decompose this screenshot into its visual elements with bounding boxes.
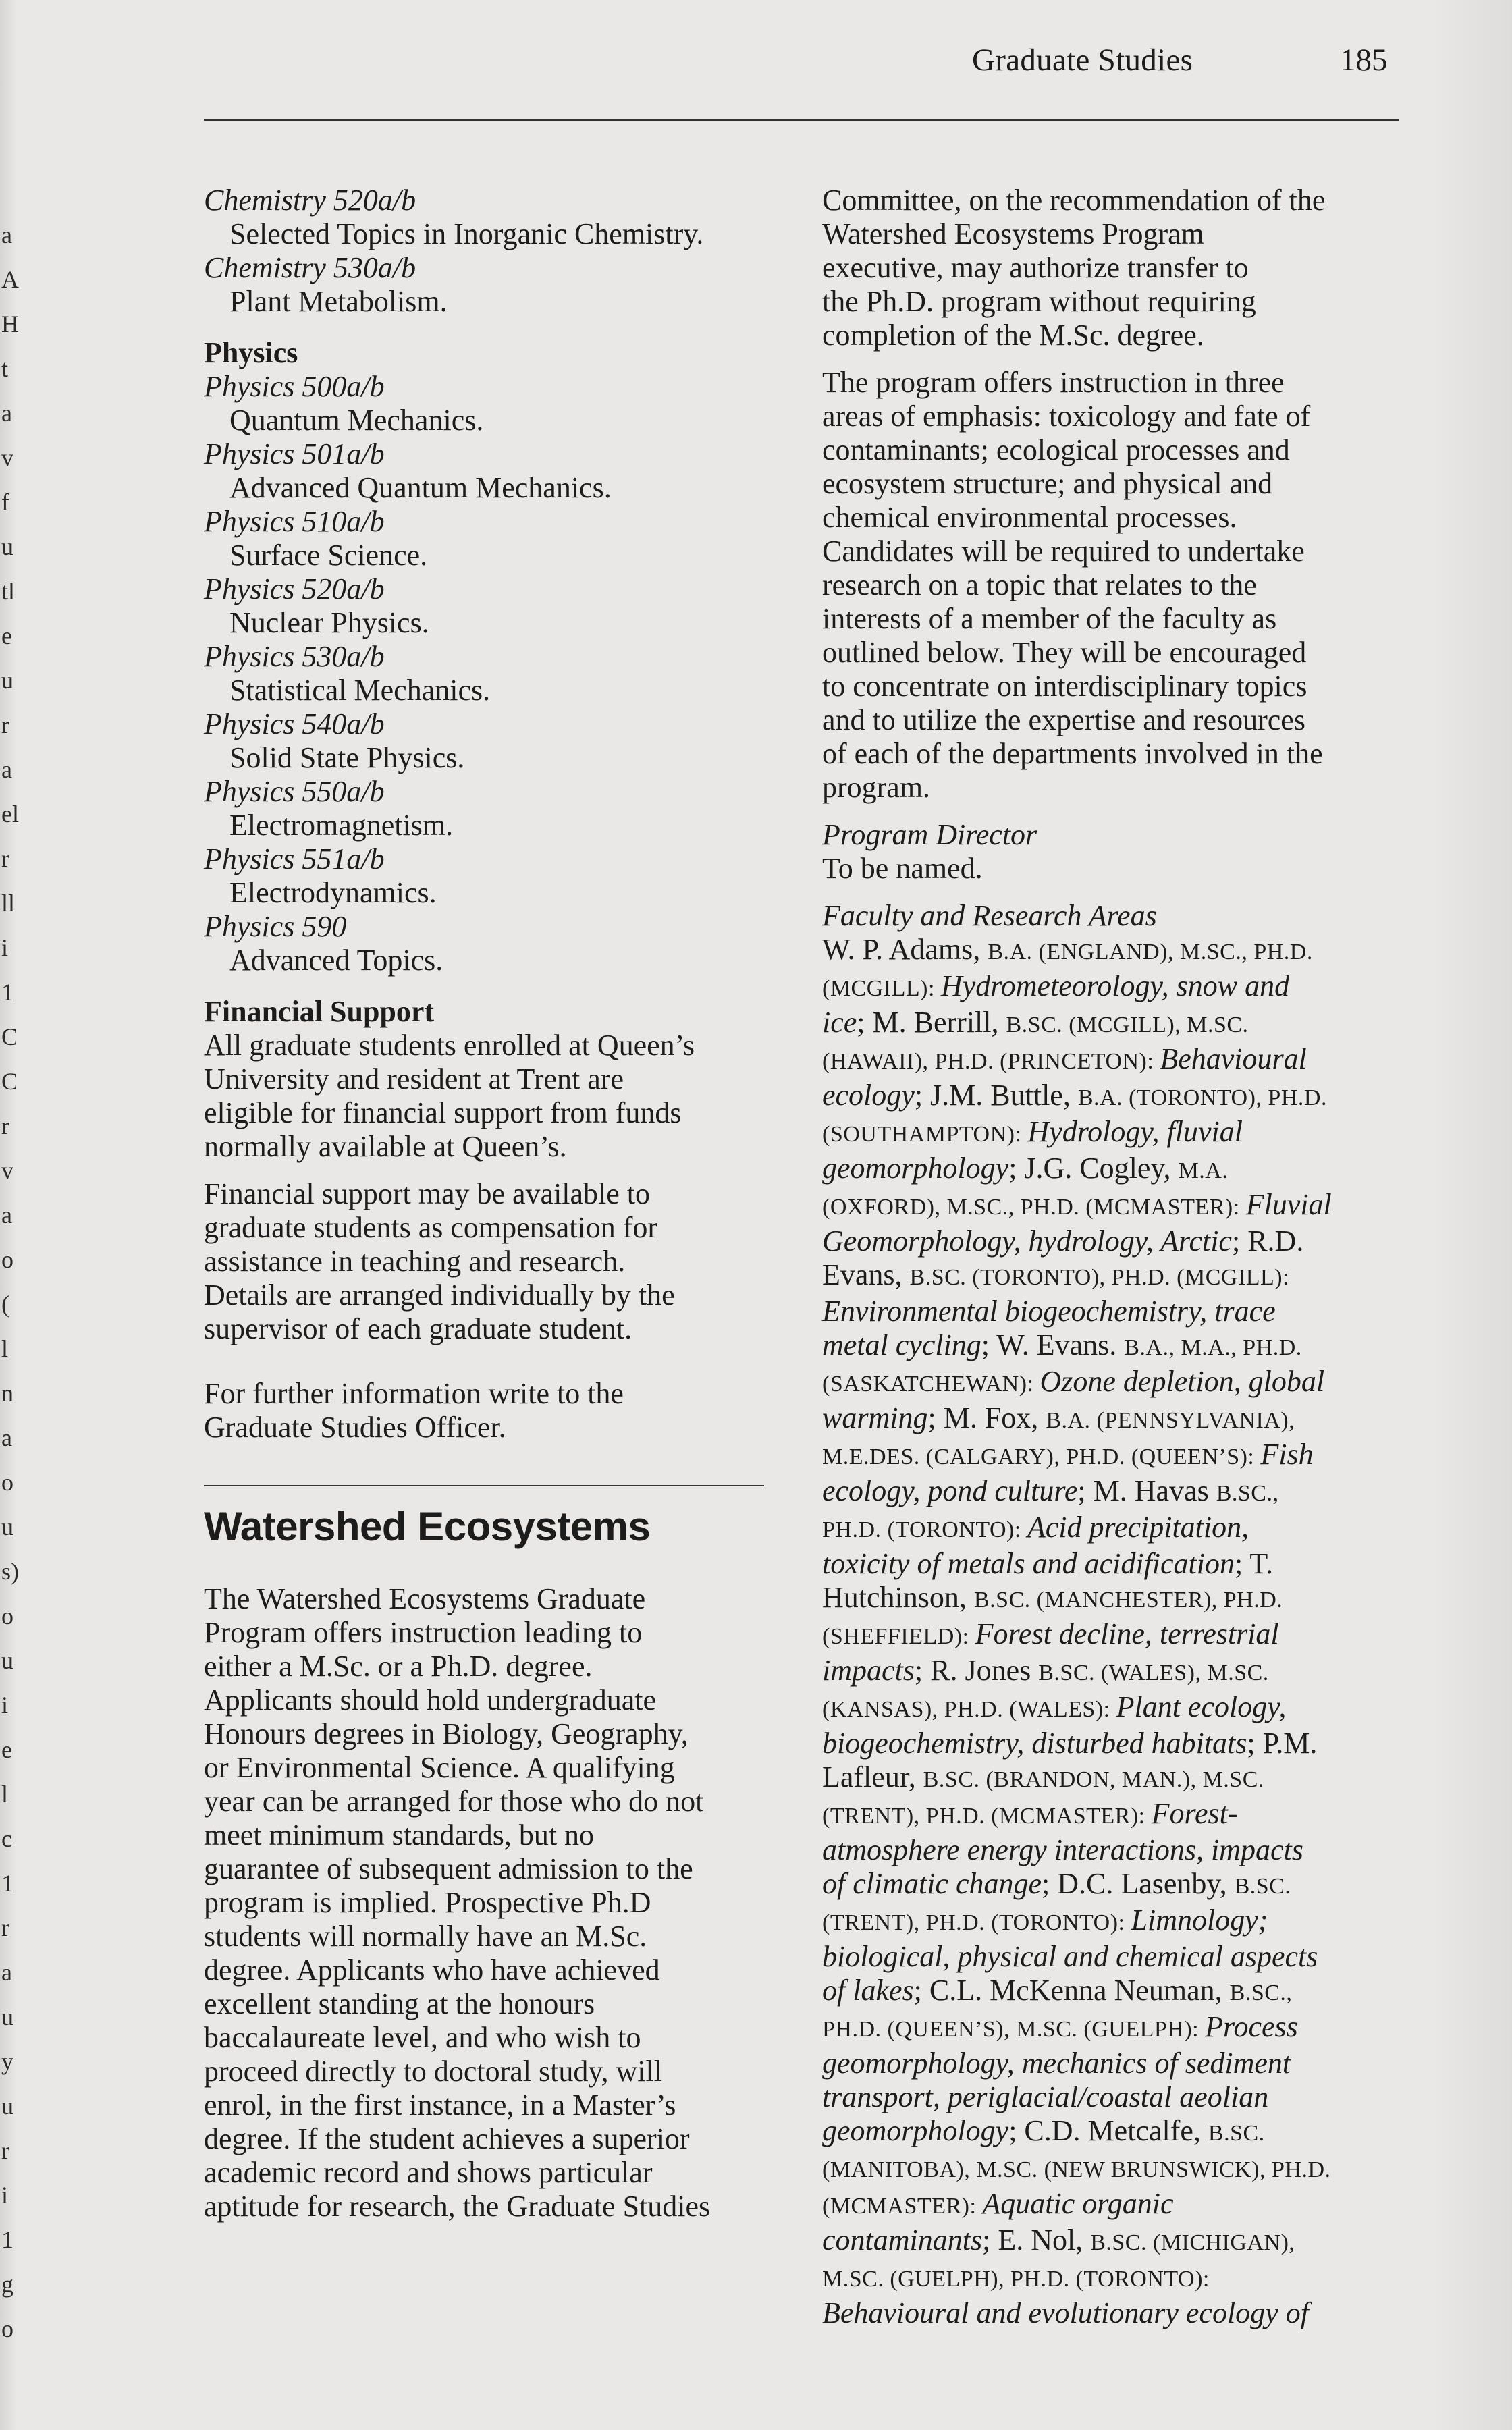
research-area: Hydrometeorology, snow and	[940, 969, 1290, 1002]
research-area: geomorphology	[822, 1152, 1009, 1185]
text-line: degree. If the student achieves a superior	[204, 2122, 690, 2155]
edge-glyph: el	[1, 801, 19, 828]
course-code: Physics 520a/b	[204, 572, 385, 605]
text-line: research on a topic that relates to the	[822, 568, 1257, 601]
faculty-line	[822, 1152, 1409, 1188]
faculty-line	[822, 2080, 1409, 2114]
edge-glyph: n	[1, 1380, 14, 1407]
faculty-line	[822, 1511, 1409, 1547]
course-entry	[204, 842, 778, 910]
degree-credentials: B.SC.,	[1216, 1481, 1279, 1506]
faculty-line	[822, 1940, 1409, 1974]
course-code: Physics 540a/b	[204, 707, 385, 740]
text-line: Graduate Studies Officer.	[204, 1411, 506, 1444]
course-code: Physics 550a/b	[204, 775, 385, 808]
watershed-emphasis-text	[822, 366, 1409, 805]
edge-glyph: o	[1, 1469, 14, 1496]
edge-glyph: u	[1, 1647, 14, 1674]
research-area: Geomorphology, hydrology, Arctic	[822, 1224, 1232, 1258]
text-line: Applicants should hold undergraduate	[204, 1683, 657, 1717]
text-line: contaminants; ecological processes and	[822, 433, 1290, 466]
faculty-name: Evans,	[822, 1258, 910, 1291]
faculty-line	[822, 1547, 1409, 1581]
degree-credentials: B.SC. (MICHIGAN),	[1090, 2230, 1295, 2255]
edge-glyph: v	[1, 1157, 14, 1184]
degree-credentials: B.A., M.A., PH.D.	[1124, 1335, 1302, 1360]
research-area: Fluvial	[1245, 1188, 1332, 1221]
edge-glyph: C	[1, 1068, 18, 1095]
text-line: degree. Applicants who have achieved	[204, 1953, 660, 1987]
text-line: aptitude for research, the Graduate Studies	[204, 2190, 711, 2223]
edge-glyph: o	[1, 2315, 14, 2342]
course-entry	[204, 505, 778, 572]
degree-credentials: M.A.	[1178, 1158, 1228, 1183]
course-title: Quantum Mechanics.	[230, 404, 484, 437]
faculty-line	[822, 1224, 1409, 1258]
faculty-name: ; C.D. Metcalfe,	[1008, 2114, 1208, 2147]
faculty-line	[822, 1727, 1409, 1760]
faculty-name: ; M. Berrill,	[857, 1006, 1006, 1039]
faculty-line	[822, 1904, 1409, 1940]
research-area: of climatic change	[822, 1867, 1042, 1900]
research-area: Environmental biogeochemistry, trace	[822, 1295, 1276, 1328]
faculty-line	[822, 1867, 1409, 1904]
text-line: baccalaureate level, and who wish to	[204, 2021, 641, 2054]
edge-glyph: 1	[1, 979, 14, 1006]
edge-glyph: u	[1, 533, 14, 560]
course-code: Physics 551a/b	[204, 842, 385, 875]
faculty-name: Lafleur,	[822, 1760, 923, 1793]
degree-credentials: PH.D. (TORONTO):	[822, 1517, 1027, 1542]
research-area: Ozone depletion, global	[1040, 1365, 1325, 1398]
text-line: Candidates will be required to undertake	[822, 535, 1305, 568]
course-title: Solid State Physics.	[230, 741, 465, 774]
text-line: Details are arranged individually by the	[204, 1278, 675, 1312]
edge-glyph: u	[1, 667, 14, 694]
research-area: ice	[822, 1006, 857, 1039]
text-line: eligible for financial support from funds	[204, 1096, 682, 1129]
research-area: metal cycling	[822, 1328, 981, 1361]
research-area: impacts	[822, 1654, 915, 1687]
course-title: Advanced Quantum Mechanics.	[230, 471, 612, 504]
degree-credentials: (SHEFFIELD):	[822, 1624, 975, 1649]
text-line: the Ph.D. program without requiring	[822, 285, 1256, 318]
course-code: Chemistry 520a/b	[204, 184, 416, 217]
course-code: Chemistry 530a/b	[204, 251, 416, 284]
course-entry	[204, 640, 778, 707]
faculty-name: ; M. Havas	[1077, 1474, 1216, 1507]
research-area: Aquatic organic	[982, 2187, 1174, 2220]
course-title: Statistical Mechanics.	[230, 674, 491, 707]
edge-glyph: tl	[1, 578, 16, 605]
research-area: geomorphology, mechanics of sediment	[822, 2047, 1291, 2080]
course-title: Electrodynamics.	[230, 876, 437, 909]
faculty-line	[822, 2187, 1409, 2223]
watershed-continuation-text	[822, 184, 1409, 352]
text-line: guarantee of subsequent admission to the	[204, 1852, 693, 1885]
edge-glyph: e	[1, 622, 12, 649]
degree-credentials: (SOUTHAMPTON):	[822, 1122, 1028, 1147]
faculty-line	[822, 2114, 1409, 2151]
faculty-line	[822, 1328, 1409, 1365]
text-line: Financial support may be available to	[204, 1177, 651, 1210]
faculty-line	[822, 1654, 1409, 1690]
text-line: areas of emphasis: toxicology and fate of	[822, 400, 1311, 433]
program-director-value: To be named.	[822, 852, 983, 885]
faculty-line	[822, 1042, 1409, 1079]
faculty-line	[822, 1079, 1409, 1115]
edge-glyph: r	[1, 1914, 9, 1941]
degree-credentials: (OXFORD), M.SC., PH.D. (MCMASTER):	[822, 1195, 1246, 1220]
text-line: executive, may authorize transfer to	[822, 251, 1249, 284]
edge-glyph: e	[1, 1736, 12, 1763]
research-area: geomorphology	[822, 2114, 1009, 2147]
financial-support-text	[204, 1029, 778, 1444]
faculty-name: ; R. Jones	[914, 1654, 1039, 1687]
edge-glyph: a	[1, 756, 12, 783]
course-title: Advanced Topics.	[230, 944, 443, 977]
faculty-line	[822, 2223, 1409, 2260]
edge-glyph: ll	[1, 890, 16, 917]
edge-glyph: o	[1, 1246, 14, 1273]
paragraph	[204, 1029, 778, 1164]
edge-glyph: i	[1, 1692, 9, 1719]
faculty-line	[822, 1474, 1409, 1511]
faculty-line	[822, 1365, 1409, 1401]
course-code: Physics 510a/b	[204, 505, 385, 538]
faculty-line	[822, 1797, 1409, 1833]
faculty-line	[822, 1438, 1409, 1474]
faculty-list	[822, 933, 1409, 2330]
edge-glyph: u	[1, 2003, 14, 2030]
text-line: University and resident at Trent are	[204, 1062, 624, 1096]
faculty-line	[822, 969, 1409, 1006]
research-area: atmosphere energy interactions, impacts	[822, 1833, 1303, 1866]
faculty-name: ; M. Fox,	[927, 1401, 1046, 1434]
research-area: Forest-	[1151, 1797, 1238, 1830]
right-column	[822, 184, 1409, 2330]
faculty-line	[822, 2260, 1409, 2296]
faculty-name: ; E. Nol,	[982, 2223, 1091, 2257]
degree-credentials: B.SC. (BRANDON, MAN.), M.SC.	[923, 1767, 1264, 1792]
degree-credentials: (MCGILL):	[822, 976, 941, 1001]
degree-credentials: B.SC. (TORONTO), PH.D. (MCGILL):	[909, 1265, 1290, 1290]
research-area: biogeochemistry, disturbed habitats	[822, 1727, 1247, 1760]
watershed-heading: Watershed Ecosystems	[204, 1504, 651, 1549]
research-area: ecology, pond culture	[822, 1474, 1078, 1507]
degree-credentials: M.E.DES. (CALGARY), PH.D. (QUEEN’S):	[822, 1444, 1261, 1469]
faculty-name: ; T.	[1235, 1547, 1274, 1580]
text-line: academic record and shows particular	[204, 2156, 653, 2189]
edge-glyph: g	[1, 2271, 14, 2298]
edge-glyph: l	[1, 1781, 9, 1808]
course-title: Surface Science.	[230, 539, 428, 572]
degree-credentials: (TRENT), PH.D. (TORONTO):	[822, 1910, 1131, 1935]
degree-credentials: B.A. (PENNSYLVANIA),	[1046, 1408, 1295, 1433]
text-line: graduate students as compensation for	[204, 1211, 658, 1244]
degree-credentials: (HAWAII), PH.D. (PRINCETON):	[822, 1049, 1160, 1074]
course-title: Selected Topics in Inorganic Chemistry.	[230, 217, 704, 250]
text-line: supervisor of each graduate student.	[204, 1312, 632, 1345]
edge-glyph: v	[1, 444, 14, 471]
faculty-name: ; P.M.	[1247, 1727, 1318, 1760]
text-line: enrol, in the first instance, in a Master’s	[204, 2088, 676, 2122]
text-line: ecosystem structure; and physical and	[822, 467, 1273, 500]
research-area: Process	[1205, 2010, 1298, 2043]
edge-glyph: r	[1, 1112, 9, 1139]
edge-glyph: 1	[1, 2226, 14, 2253]
faculty-name: ; D.C. Lasenby,	[1042, 1867, 1235, 1900]
faculty-name: Hutchinson,	[822, 1581, 974, 1614]
section-divider	[204, 1485, 764, 1486]
course-code: Physics 590	[204, 910, 347, 943]
course-code: Physics 500a/b	[204, 370, 385, 403]
edge-glyph: a	[1, 400, 12, 427]
faculty-line	[822, 1581, 1409, 1617]
text-line: of each of the departments involved in the	[822, 737, 1323, 770]
edge-glyph: 1	[1, 1870, 14, 1897]
course-title: Electromagnetism.	[230, 809, 454, 842]
research-area: biological, physical and chemical aspects	[822, 1940, 1318, 1973]
text-line: or Environmental Science. A qualifying	[204, 1751, 675, 1784]
edge-glyph: o	[1, 1602, 14, 1629]
course-entry	[204, 775, 778, 842]
edge-glyph: a	[1, 1424, 12, 1451]
degree-credentials: B.SC.,	[1229, 1980, 1293, 2005]
course-code: Physics 530a/b	[204, 640, 385, 673]
research-area: of lakes	[822, 1974, 914, 2007]
faculty-line	[822, 933, 1409, 969]
text-line: either a M.Sc. or a Ph.D. degree.	[204, 1650, 593, 1683]
edge-glyph: y	[1, 2048, 14, 2075]
degree-credentials: B.SC.	[1234, 1874, 1291, 1899]
text-line: The program offers instruction in three	[822, 366, 1285, 399]
degree-credentials: B.SC.	[1208, 2121, 1265, 2146]
faculty-line	[822, 1258, 1409, 1295]
edge-glyph: r	[1, 2137, 9, 2164]
text-line: Honours degrees in Biology, Geography,	[204, 1717, 688, 1750]
paragraph	[204, 1177, 778, 1346]
degree-credentials: B.SC. (WALES), M.SC.	[1038, 1660, 1269, 1685]
edge-glyph: l	[1, 1335, 9, 1362]
research-area: contaminants	[822, 2223, 983, 2257]
faculty-line	[822, 1833, 1409, 1867]
faculty-line	[822, 1760, 1409, 1797]
faculty-line	[822, 1115, 1409, 1152]
degree-credentials: B.SC. (MCGILL), M.SC.	[1006, 1013, 1249, 1037]
research-area: Acid precipitation,	[1027, 1511, 1249, 1544]
edge-glyph: u	[1, 2092, 14, 2120]
course-entry	[204, 707, 778, 775]
faculty-line	[822, 2296, 1409, 2330]
faculty-line	[822, 1617, 1409, 1654]
text-line: chemical environmental processes.	[822, 501, 1237, 534]
edge-glyph: r	[1, 711, 9, 738]
edge-glyph: a	[1, 1959, 12, 1986]
faculty-label: Faculty and Research Areas	[822, 899, 1157, 932]
edge-glyph: (	[1, 1291, 9, 1318]
edge-glyph: C	[1, 1023, 18, 1050]
research-area: warming	[822, 1401, 928, 1434]
degree-credentials: (KANSAS), PH.D. (WALES):	[822, 1697, 1116, 1722]
degree-credentials: (TRENT), PH.D. (MCMASTER):	[822, 1804, 1152, 1829]
text-line: All graduate students enrolled at Queen’s	[204, 1029, 695, 1062]
edge-glyph: a	[1, 221, 12, 248]
running-header-title: Graduate Studies	[972, 43, 1193, 78]
faculty-line	[822, 1006, 1409, 1042]
degree-credentials: (SASKATCHEWAN):	[822, 1372, 1040, 1397]
degree-credentials: M.SC. (GUELPH), PH.D. (TORONTO):	[822, 2267, 1210, 2292]
paragraph	[204, 1377, 778, 1444]
course-title: Plant Metabolism.	[230, 285, 448, 318]
left-column	[204, 184, 778, 2223]
faculty-line	[822, 1295, 1409, 1328]
research-area: Limnology;	[1131, 1904, 1268, 1937]
program-director-label: Program Director	[822, 818, 1037, 851]
faculty-name: ; J.G. Cogley,	[1008, 1152, 1179, 1185]
edge-glyph: t	[1, 355, 9, 382]
text-line: outlined below. They will be encouraged	[822, 636, 1307, 669]
edge-glyph: u	[1, 1513, 14, 1540]
scan-shading	[1431, 0, 1512, 2430]
faculty-name: ; W. Evans.	[981, 1328, 1125, 1361]
faculty-line	[822, 1690, 1409, 1727]
faculty-name: ; R.D.	[1231, 1224, 1304, 1258]
header-rule	[204, 119, 1399, 121]
faculty-line	[822, 1188, 1409, 1224]
research-area: Hydrology, fluvial	[1027, 1115, 1243, 1148]
faculty-line	[822, 2151, 1409, 2187]
text-line: year can be arranged for those who do not	[204, 1785, 704, 1818]
course-entry	[204, 572, 778, 640]
faculty-line	[822, 2047, 1409, 2080]
research-area: Behavioural and evolutionary ecology of	[822, 2296, 1309, 2329]
course-code: Physics 501a/b	[204, 437, 385, 470]
degree-credentials: PH.D. (QUEEN’S), M.SC. (GUELPH):	[822, 2017, 1206, 2042]
text-line: For further information write to the	[204, 1377, 624, 1410]
edge-glyph: i	[1, 934, 9, 961]
edge-glyph: f	[1, 489, 9, 516]
research-area: Plant ecology,	[1116, 1690, 1287, 1723]
text-line: and to utilize the expertise and resources	[822, 703, 1305, 736]
text-line: The Watershed Ecosystems Graduate	[204, 1582, 646, 1615]
course-entry	[204, 910, 778, 977]
physics-heading: Physics	[204, 336, 298, 369]
text-line: proceed directly to doctoral study, will	[204, 2055, 662, 2088]
edge-glyph: i	[1, 2182, 9, 2209]
course-entry	[204, 184, 778, 251]
course-title: Nuclear Physics.	[230, 606, 429, 639]
faculty-name: ; C.L. McKenna Neuman,	[913, 1974, 1230, 2007]
faculty-line	[822, 2010, 1409, 2047]
research-area: transport, periglacial/coastal aeolian	[822, 2080, 1269, 2113]
text-line: program is implied. Prospective Ph.D	[204, 1886, 651, 1919]
faculty-name: ; J.M. Buttle,	[914, 1079, 1078, 1112]
edge-glyph: s)	[1, 1558, 19, 1585]
faculty-line	[822, 1974, 1409, 2010]
degree-credentials: B.SC. (MANCHESTER), PH.D.	[973, 1588, 1283, 1613]
text-line: students will normally have an M.Sc.	[204, 1920, 647, 1953]
financial-support-heading: Financial Support	[204, 995, 435, 1028]
text-line: assistance in teaching and research.	[204, 1245, 626, 1278]
research-area: toxicity of metals and acidification	[822, 1547, 1235, 1580]
course-entry	[204, 437, 778, 505]
text-line: program.	[822, 771, 931, 804]
edge-glyph: c	[1, 1825, 12, 1852]
degree-credentials: B.A. (TORONTO), PH.D.	[1077, 1085, 1327, 1110]
course-entry	[204, 370, 778, 437]
course-entry	[204, 251, 778, 319]
research-area: ecology	[822, 1079, 915, 1112]
degree-credentials: (MANITOBA), M.SC. (NEW BRUNSWICK), PH.D.	[822, 2157, 1331, 2182]
text-line: completion of the M.Sc. degree.	[822, 319, 1204, 352]
edge-glyph: r	[1, 845, 9, 872]
text-line: to concentrate on interdisciplinary topics	[822, 670, 1307, 703]
research-area: Forest decline, terrestrial	[975, 1617, 1279, 1650]
degree-credentials: B.A. (ENGLAND), M.SC., PH.D.	[988, 940, 1313, 965]
research-area: Behavioural	[1160, 1042, 1307, 1075]
edge-glyph: a	[1, 1202, 12, 1228]
text-line: excellent standing at the honours	[204, 1987, 595, 2020]
faculty-line	[822, 1401, 1409, 1438]
text-line: Committee, on the recommendation of the	[822, 184, 1326, 217]
watershed-intro-text	[204, 1582, 778, 2223]
edge-glyph: H	[1, 310, 19, 338]
edge-glyph: A	[1, 266, 19, 293]
research-area: Fish	[1260, 1438, 1314, 1471]
physics-course-list	[204, 370, 778, 977]
text-line: interests of a member of the faculty as	[822, 602, 1277, 635]
text-line: normally available at Queen’s.	[204, 1130, 567, 1163]
page-number: 185	[1340, 43, 1388, 78]
faculty-name: W. P. Adams,	[822, 933, 988, 966]
text-line: Watershed Ecosystems Program	[822, 217, 1204, 250]
text-line: meet minimum standards, but no	[204, 1818, 595, 1852]
degree-credentials: (MCMASTER):	[822, 2194, 983, 2219]
text-line: Program offers instruction leading to	[204, 1616, 643, 1649]
